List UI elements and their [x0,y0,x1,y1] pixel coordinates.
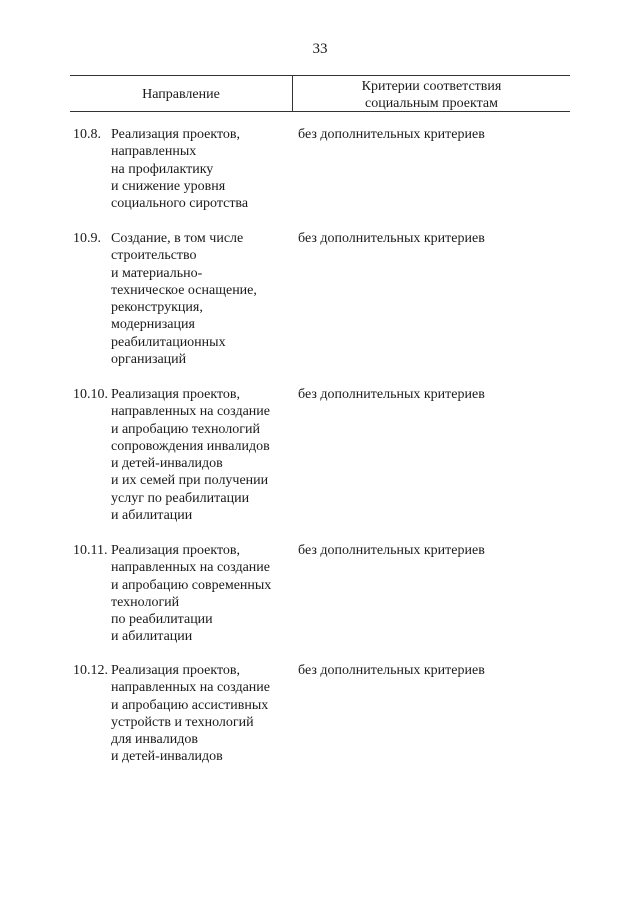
row-number: 10.12. [73,663,108,678]
row-criteria: без дополнительных критериев [298,231,485,246]
row-criteria: без дополнительных критериев [298,543,485,558]
header-criteria-line1: Критерии соответствия [361,79,502,94]
header-criteria [293,78,570,112]
row-direction: Реализация проектов, направленных на профилактику и снижение уровня социального сиротства [111,127,249,212]
header-direction: Направление [142,87,220,102]
row-criteria: без дополнительных критериев [298,663,485,678]
row-direction: Реализация проектов, направленных на создание и апробацию технологий сопровождения инвалидов и детей-инвалидов и их семей при получении услуг по реабилитации и абилитации [111,387,270,524]
row-criteria: без дополнительных критериев [298,127,485,142]
row-number: 10.11. [73,543,108,558]
row-direction: Создание, в том числе строительство и материально- техническое оснащение, реконструкция, модернизация реабилитационных организаций [111,231,257,368]
page-number: 33 [312,41,328,57]
row-direction: Реализация проектов, направленных на создание и апробацию ассистивных устройств и технологий для инвалидов и детей-инвалидов [111,663,270,765]
table-top-rule [70,75,570,76]
row-direction: Реализация проектов, направленных на создание и апробацию современных технологий по реабилитации и абилитации [111,543,272,645]
row-criteria: без дополнительных критериев [298,387,485,402]
row-number: 10.9. [73,231,101,246]
row-number: 10.8. [73,127,101,142]
row-number: 10.10. [73,387,108,402]
header-criteria-line2: социальным проектам [364,96,499,111]
